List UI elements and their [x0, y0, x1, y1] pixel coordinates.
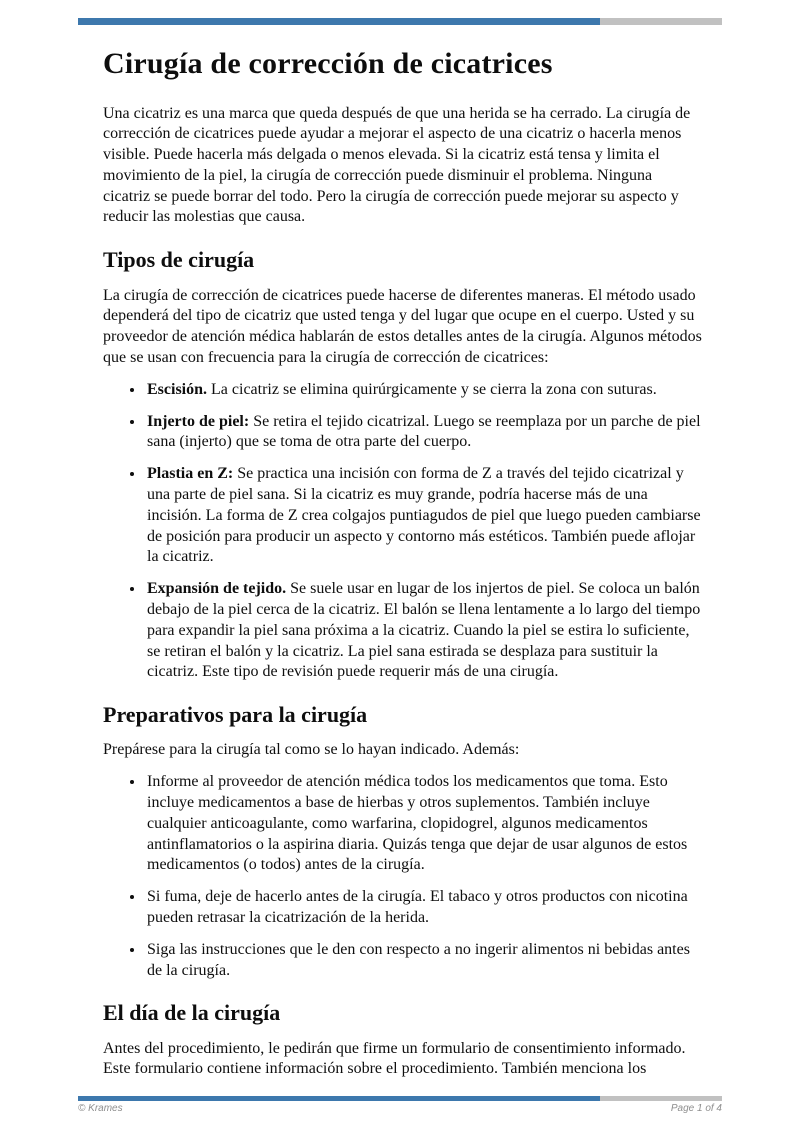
list-item — [145, 412, 703, 454]
list-item-text: Se practica una incisión con forma de Z a través del tejido cicatrizal y una parte de piel sana. Si la cicatriz es muy grande, podría hacerse más de una incisión. La forma de Z crea colgajos puntiagudos de piel que luego pueden cambiarse de posición para producir un aspecto y contorno más estéticos. También puede aflojar la cicatriz. — [147, 465, 701, 566]
list-item-text: Se suele usar en lugar de los injertos de piel. Se coloca un balón debajo de la piel cerca de la cicatriz. El balón se llena lentamente a lo largo del tiempo para expandir la piel sana próxima a la cicatriz. Cuando la piel se estira lo suficiente, se retiran el balón y la cicatriz. La piel sana estirada se desplaza para sustituir la cicatriz. Este tipo de revisión puede requerir más de una cirugía. — [147, 580, 701, 681]
list-item-text: Siga las instrucciones que le den con respecto a no ingerir alimentos ni bebidas antes de la cirugía. — [147, 940, 690, 979]
list-item — [145, 464, 703, 568]
document-content — [103, 0, 703, 1080]
list-item — [145, 940, 703, 982]
preparation-list — [103, 772, 703, 981]
footer-rule-gray-segment — [600, 1096, 722, 1101]
list-item — [145, 772, 703, 876]
surgery-types-list — [103, 380, 703, 683]
footer-page-number: Page 1 of 4 — [670, 1103, 722, 1114]
footer-copyright: © Krames — [78, 1103, 123, 1114]
footer-rule — [78, 1096, 722, 1101]
section-paragraph: Antes del procedimiento, le pedirán que firme un formulario de consentimiento informado. Este formulario contiene información sobre el procedimiento. También menciona los — [103, 1039, 686, 1078]
list-item-lead: Escisión. — [147, 380, 208, 398]
section-paragraph: Prepárese para la cirugía tal como se lo hayan indicado. Además: — [103, 741, 520, 759]
list-item-text: Si fuma, deje de hacerlo antes de la cirugía. El tabaco y otros productos con nicotina pueden retrasar la cicatrización de la herida. — [147, 888, 688, 926]
list-item-text: La cicatriz se elimina quirúrgicamente y se cierra la zona con suturas. — [211, 380, 657, 398]
section-heading-tipos-de-cirugia: Tipos de cirugía — [103, 247, 255, 273]
page-title: Cirugía de corrección de cicatrices — [103, 47, 553, 80]
list-item-lead: Plastia en Z: — [147, 465, 234, 483]
footer-rule-blue-segment — [78, 1096, 600, 1101]
list-item-text: Se retira el tejido cicatrizal. Luego se reemplaza por un parche de piel sana (injerto) que se toma de otra parte del cuerpo. — [147, 412, 701, 451]
list-item — [145, 380, 703, 401]
list-item-lead: Expansión de tejido. — [147, 580, 287, 598]
list-item — [145, 579, 703, 683]
list-item-text: Informe al proveedor de atención médica todos los medicamentos que toma. Esto incluye medicamentos a base de hierbas y otros suplementos. También incluye cualquier anticoagulante, como warfarina, clopidogrel, algunos medicamentos antinflamatorios o la aspirina diaria. Quizás tenga que dejar de usar algunos de estos medicamentos (o todos) antes de la cirugía. — [147, 773, 688, 874]
section-heading-el-dia: El día de la cirugía — [103, 1000, 281, 1026]
intro-paragraph: Una cicatriz es una marca que queda después de que una herida se ha cerrado. La cirugía de corrección de cicatrices puede ayudar a mejorar el aspecto de una cicatriz o hacerla menos visible. Puede hacerla más delgada o menos elevada. Si la cicatriz está tensa y limita el movimiento de la piel, la cirugía de corrección puede disminuir el problema. Ninguna cicatriz se puede borrar del todo. Pero la cirugía de corrección puede mejorar su aspecto y reducir las molestias que causa. — [103, 104, 691, 226]
section-heading-preparativos: Preparativos para la cirugía — [103, 702, 368, 728]
list-item — [145, 887, 703, 929]
list-item-lead: Injerto de piel: — [147, 412, 250, 430]
section-paragraph: La cirugía de corrección de cicatrices puede hacerse de diferentes maneras. El método usado dependerá del tipo de cicatriz que usted tenga y del lugar que ocupe en el cuerpo. Usted y su proveedor de atención médica hablarán de estos detalles antes de la cirugía. Algunos métodos que se usan con frecuencia para la cirugía de corrección de cicatrices: — [103, 286, 702, 366]
footer — [78, 1103, 722, 1114]
